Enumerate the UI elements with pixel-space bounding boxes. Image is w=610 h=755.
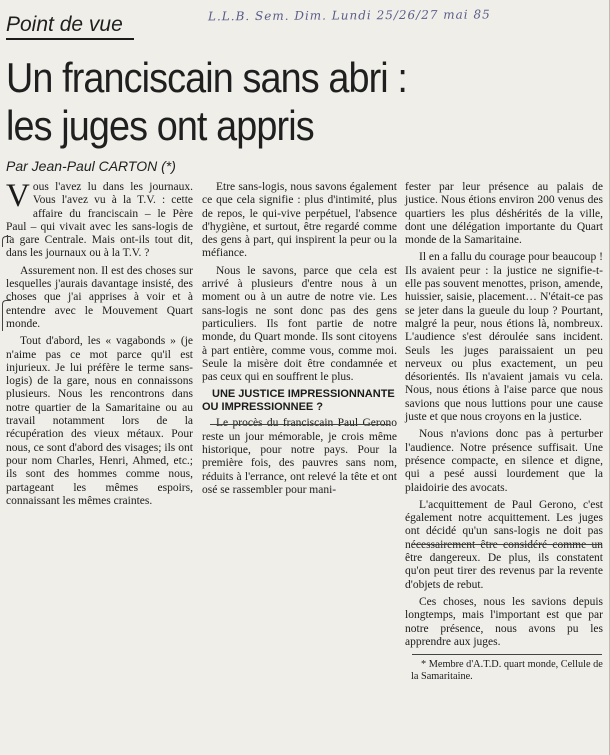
paragraph: Ces choses, nous les savions depuis longtemps, mais l'important est que par notre présence, nous avons pu les apprendre aux juges. bbox=[405, 595, 603, 648]
footnote: * Membre d'A.T.D. quart monde, Cellule de la Samaritaine. bbox=[411, 659, 603, 683]
article-column-2 bbox=[202, 181, 397, 497]
drop-cap: V bbox=[6, 178, 30, 214]
paragraph: Nous le savons, parce que cela est arrivé à plusieurs d'entre nous à un moment ou à un autre de notre vie. Les sans-logis ne sont donc pas des gens particuliers. Ils font partie de notre monde, du Quart monde. Ils sont citoyens à part entière, comme vous, comme moi. Seule la misère doit être condamnée et pas ceux qui en souffrent le plus. bbox=[202, 264, 397, 384]
pen-underline-mark bbox=[412, 654, 602, 655]
paragraph: L'acquittement de Paul Gerono, c'est également notre acquittement. Les juges ont décidé qu'un sans-logis ne doit pas nécessairement être considéré comme un être dangereux. De plus, ils constatent qu'on peut tirer des revenus par la revente d'objets de rebut. bbox=[405, 498, 603, 591]
headline-line-2: les juges ont appris bbox=[6, 102, 314, 149]
paragraph: Il en a fallu du courage pour beaucoup ! Ils avaient peur : la justice ne signifie-t-elle pas souvent menottes, prison, amende, huissier, saisie, placement… N'était-ce pas se jeter dans la gueule du loup ? Pourtant, malgré la peur, nous étions là, nombreux. L'audience s'est déroulée sans incident. Seuls les juges paraissaient un peu nerveux ou plus exactement, un peu désorientés. Ils n'avaient jamais vu cela. Nous, nous étions à l'aise parce que nous savions que nous luttions pour une cause juste et que nous croyons en la justice. bbox=[405, 251, 603, 424]
paragraph bbox=[6, 178, 193, 261]
pen-underline-mark bbox=[210, 424, 390, 425]
pen-bracket-mark bbox=[2, 300, 11, 331]
paragraph: Etre sans-logis, nous savons également ce que cela signifie : plus d'intimité, plus de repos, le qui-vive perpétuel, l'absence d'hygiène, et surtout, être regardé comme des gens à part, qui inspirent la peur ou la méfiance. bbox=[202, 181, 397, 260]
paragraph: Assurement non. Il est des choses sur lesquelles j'aurais davantage insisté, des choses que j'ai apprises à voir et à entendre avec le Mouvement Quart monde. bbox=[6, 264, 193, 330]
paragraph: Tout d'abord, les « vagabonds » (je n'aime pas ce mot parce qu'il est injurieux. Je lui préfère le terme sans-logis) de la gare, nous en connaissons plusieurs. Nous les rencontrons dans notre quartier de la Samaritaine ou au travail notamment lors de la récupération des vieux métaux. Pour nous, ce sont d'abord des visages; ils ont pour nom Charles, Henri, Ahmed, etc.; ils sont des hommes comme nous, partageant les mêmes espoirs, connaissant les mêmes craintes. bbox=[6, 335, 193, 507]
byline: Par Jean-Paul CARTON (*) bbox=[6, 158, 176, 174]
headline bbox=[6, 54, 546, 150]
pen-underline-mark bbox=[412, 544, 602, 545]
paragraph-text: ous l'avez lu dans les journaux. Vous l'avez vu à la T.V. : cette affaire du franciscain – le Père Paul – qui vivait avec les sans-logis de la gare Centrale. Mais ont-ils tout dit, dans les journaux ou à la T.V. ? bbox=[6, 181, 193, 260]
rubric-underline bbox=[6, 38, 134, 40]
article-column-3 bbox=[405, 181, 603, 683]
paragraph: Nous n'avions donc pas à perturber l'audience. Notre présence suffisait. Une présence compacte, en silence et digne, qui a pesé aussi lourdement que la plaidoirie des avocats. bbox=[405, 428, 603, 494]
headline-line-1: Un franciscain sans abri : bbox=[6, 54, 407, 101]
subheading: UNE JUSTICE IMPRESSIONNANTE OU IMPRESSIONNEE ? bbox=[202, 388, 395, 413]
paragraph: Le procès du franciscain Paul Gerono reste un jour mémorable, je crois même historique, pour notre pays. Pour la première fois, des pauvres sans nom, réduits à l'errance, ont relevé la tête et ont osé se rassembler pour mani- bbox=[202, 417, 397, 496]
pen-bracket-mark bbox=[2, 236, 11, 247]
paragraph: fester par leur présence au palais de justice. Nous étions environ 200 venus des quartiers les plus déshérités de la ville, dont une délégation importante du Quart monde de la Samaritaine. bbox=[405, 181, 603, 247]
article-column-1 bbox=[6, 178, 193, 508]
handwritten-source-note: L.L.B. Sem. Dim. Lundi 25/26/27 mai 85 bbox=[207, 7, 491, 24]
section-rubric: Point de vue bbox=[6, 13, 123, 36]
